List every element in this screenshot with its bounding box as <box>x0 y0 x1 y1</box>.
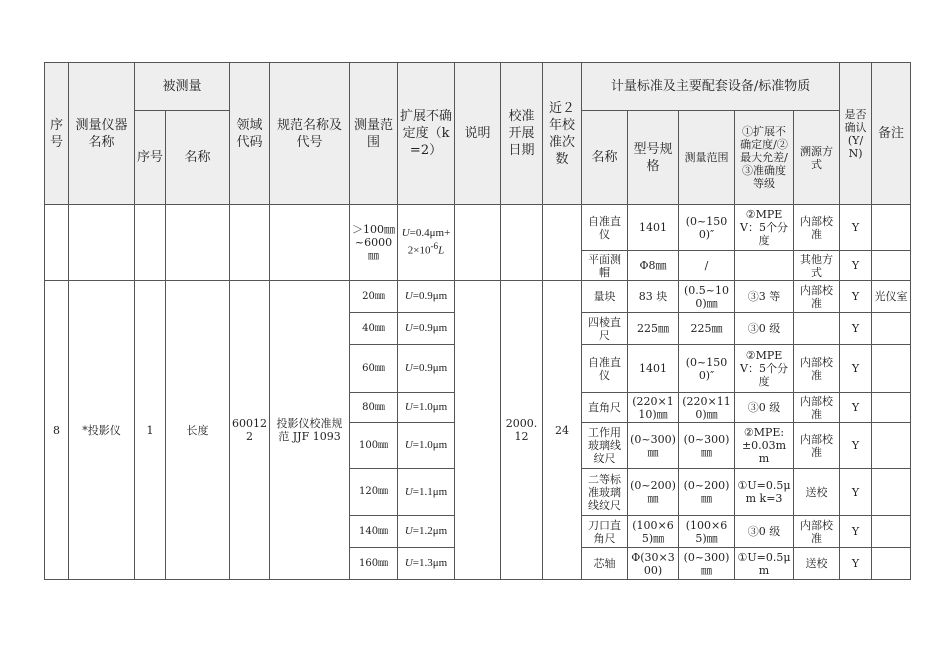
entry-field-code: 600122 <box>230 281 270 580</box>
entry-uncertainty: U=1.3μm <box>398 548 455 580</box>
entry-std-name: 直角尺 <box>582 393 628 423</box>
entry-confirm: Y <box>840 313 872 345</box>
entry-start-date: 2000.12 <box>501 281 543 580</box>
entry-confirm: Y <box>840 281 872 313</box>
entry-std-uncert: ③0 级 <box>735 393 794 423</box>
entry-std-trace: 内部校准 <box>794 345 840 393</box>
entry-measured-name: 长度 <box>166 281 230 580</box>
entry-std-trace: 内部校准 <box>794 393 840 423</box>
entry-uncertainty: U=1.0μm <box>398 393 455 423</box>
cont-measured-seq-cell <box>135 205 166 281</box>
entry-std-trace: 送校 <box>794 548 840 580</box>
cont-std-model: Φ8㎜ <box>628 251 679 281</box>
entry-remark-cell <box>872 469 911 516</box>
header-confirm: 是否确认(Y/N) <box>840 63 872 205</box>
cont-std-trace: 内部校准 <box>794 205 840 251</box>
header-note: 说明 <box>455 63 501 205</box>
entry-instrument: *投影仪 <box>69 281 135 580</box>
entry-confirm: Y <box>840 345 872 393</box>
entry-confirm: Y <box>840 516 872 548</box>
entry-std-model: (0~200)㎜ <box>628 469 679 516</box>
entry-note-cell <box>455 281 501 580</box>
cont-range: ＞100㎜~6000㎜ <box>350 205 398 281</box>
entry-std-model: Φ(30×300) <box>628 548 679 580</box>
entry-std-name: 芯轴 <box>582 548 628 580</box>
entry-std-trace: 内部校准 <box>794 281 840 313</box>
entry-remark-cell <box>872 516 911 548</box>
cont-remark-cell <box>872 251 911 281</box>
cont-date-cell <box>501 205 543 281</box>
header-std-model: 型号规格 <box>628 111 679 205</box>
entry-std-uncert: ①U=0.5μm k=3 <box>735 469 794 516</box>
header-measured: 被测量 <box>135 63 230 111</box>
cont-seq-cell <box>45 205 69 281</box>
entry-std-uncert: ②MPE:±0.03mm <box>735 423 794 469</box>
entry-remark-cell <box>872 345 911 393</box>
cont-std-uncert <box>735 251 794 281</box>
header-std-uncert: ①扩展不确定度/②最大允差/③准确度等级 <box>735 111 794 205</box>
entry-std-name: 工作用玻璃线纹尺 <box>582 423 628 469</box>
entry-uncertainty: U=0.9μm <box>398 281 455 313</box>
entry-std-model: (100×65)㎜ <box>628 516 679 548</box>
cont-uncertainty: $U=0.4\mu m+2\times 10^{-6}L$ <box>398 205 455 281</box>
entry-range: 160㎜ <box>350 548 398 580</box>
header-field-code: 领域代码 <box>230 63 270 205</box>
entry-std-range: (220×110)㎜ <box>679 393 735 423</box>
cont-std-trace: 其他方式 <box>794 251 840 281</box>
entry-measured-seq: 1 <box>135 281 166 580</box>
entry-std-range: 225㎜ <box>679 313 735 345</box>
calibration-capability-table <box>44 62 911 580</box>
entry-remark-cell <box>872 313 911 345</box>
entry-uncertainty: U=1.2μm <box>398 516 455 548</box>
header-std-name: 名称 <box>582 111 628 205</box>
entry-std-uncert: ③0 级 <box>735 516 794 548</box>
entry-std-range: (0~300)㎜ <box>679 548 735 580</box>
entry-remark-cell <box>872 393 911 423</box>
entry-std-uncert: ③0 级 <box>735 313 794 345</box>
cont-count-cell <box>543 205 582 281</box>
entry-remark-cell <box>872 548 911 580</box>
entry-std-model: (0~300)㎜ <box>628 423 679 469</box>
entry-std-uncert: ②MPEV：5个分度 <box>735 345 794 393</box>
entry-range: 120㎜ <box>350 469 398 516</box>
entry-std-range: (100×65)㎜ <box>679 516 735 548</box>
entry-range: 80㎜ <box>350 393 398 423</box>
entry-std-trace: 送校 <box>794 469 840 516</box>
entry-std-trace <box>794 313 840 345</box>
entry-std-name: 自准直仪 <box>582 345 628 393</box>
entry-std-uncert: ③3 等 <box>735 281 794 313</box>
entry-confirm: Y <box>840 469 872 516</box>
entry-std-model: 225㎜ <box>628 313 679 345</box>
cont-instrument-cell <box>69 205 135 281</box>
header-measured-seq: 序号 <box>135 111 166 205</box>
entry-std-name: 四棱直尺 <box>582 313 628 345</box>
header-uncertainty: 扩展不确定度（k=2） <box>398 63 455 205</box>
cont-std-range: (0~1500)″ <box>679 205 735 251</box>
entry-count: 24 <box>543 281 582 580</box>
cont-measured-name-cell <box>166 205 230 281</box>
entry-std-name: 量块 <box>582 281 628 313</box>
entry-uncertainty: U=1.0μm <box>398 423 455 469</box>
entry-std-uncert: ①U=0.5μm <box>735 548 794 580</box>
entry-spec: 投影仪校准规范 JJF 1093 <box>270 281 350 580</box>
entry-range: 20㎜ <box>350 281 398 313</box>
header-remark: 备注 <box>872 63 911 205</box>
header-seq: 序号 <box>45 63 69 205</box>
entry-range: 60㎜ <box>350 345 398 393</box>
entry-confirm: Y <box>840 393 872 423</box>
header-std-trace: 溯源方式 <box>794 111 840 205</box>
entry-range: 100㎜ <box>350 423 398 469</box>
header-range: 测量范围 <box>350 63 398 205</box>
entry-uncertainty: U=0.9μm <box>398 313 455 345</box>
entry-std-trace: 内部校准 <box>794 423 840 469</box>
entry-uncertainty: U=1.1μm <box>398 469 455 516</box>
header-std-range: 测量范围 <box>679 111 735 205</box>
entry-std-model: 83 块 <box>628 281 679 313</box>
cont-std-uncert: ②MPEV：5个分度 <box>735 205 794 251</box>
entry-uncertainty: U=0.9μm <box>398 345 455 393</box>
header-measured-name: 名称 <box>166 111 230 205</box>
header-spec: 规范名称及代号 <box>270 63 350 205</box>
entry-std-range: (0.5~100)㎜ <box>679 281 735 313</box>
entry-range: 40㎜ <box>350 313 398 345</box>
cont-remark-cell <box>872 205 911 251</box>
cont-confirm: Y <box>840 251 872 281</box>
entry-std-range: (0~200)㎜ <box>679 469 735 516</box>
entry-std-name: 刀口直角尺 <box>582 516 628 548</box>
cont-spec-cell <box>270 205 350 281</box>
entry-std-range: (0~1500)″ <box>679 345 735 393</box>
entry-confirm: Y <box>840 548 872 580</box>
cont-confirm: Y <box>840 205 872 251</box>
entry-remark: 光仪室 <box>872 281 911 313</box>
header-instrument-name: 测量仪器名称 <box>69 63 135 205</box>
cont-std-range: / <box>679 251 735 281</box>
cont-field-code-cell <box>230 205 270 281</box>
entry-std-name: 二等标准玻璃线纹尺 <box>582 469 628 516</box>
header-start-date: 校准开展日期 <box>501 63 543 205</box>
entry-std-model: (220×110)㎜ <box>628 393 679 423</box>
cont-std-name: 自准直仪 <box>582 205 628 251</box>
entry-confirm: Y <box>840 423 872 469</box>
entry-std-model: 1401 <box>628 345 679 393</box>
entry-seq: 8 <box>45 281 69 580</box>
cont-std-model: 1401 <box>628 205 679 251</box>
header-standards-group: 计量标准及主要配套设备/标准物质 <box>582 63 840 111</box>
header-count-2y: 近２年校准次数 <box>543 63 582 205</box>
entry-std-range: (0~300)㎜ <box>679 423 735 469</box>
entry-remark-cell <box>872 423 911 469</box>
cont-std-name: 平面测帽 <box>582 251 628 281</box>
entry-std-trace: 内部校准 <box>794 516 840 548</box>
entry-range: 140㎜ <box>350 516 398 548</box>
cont-note-cell <box>455 205 501 281</box>
